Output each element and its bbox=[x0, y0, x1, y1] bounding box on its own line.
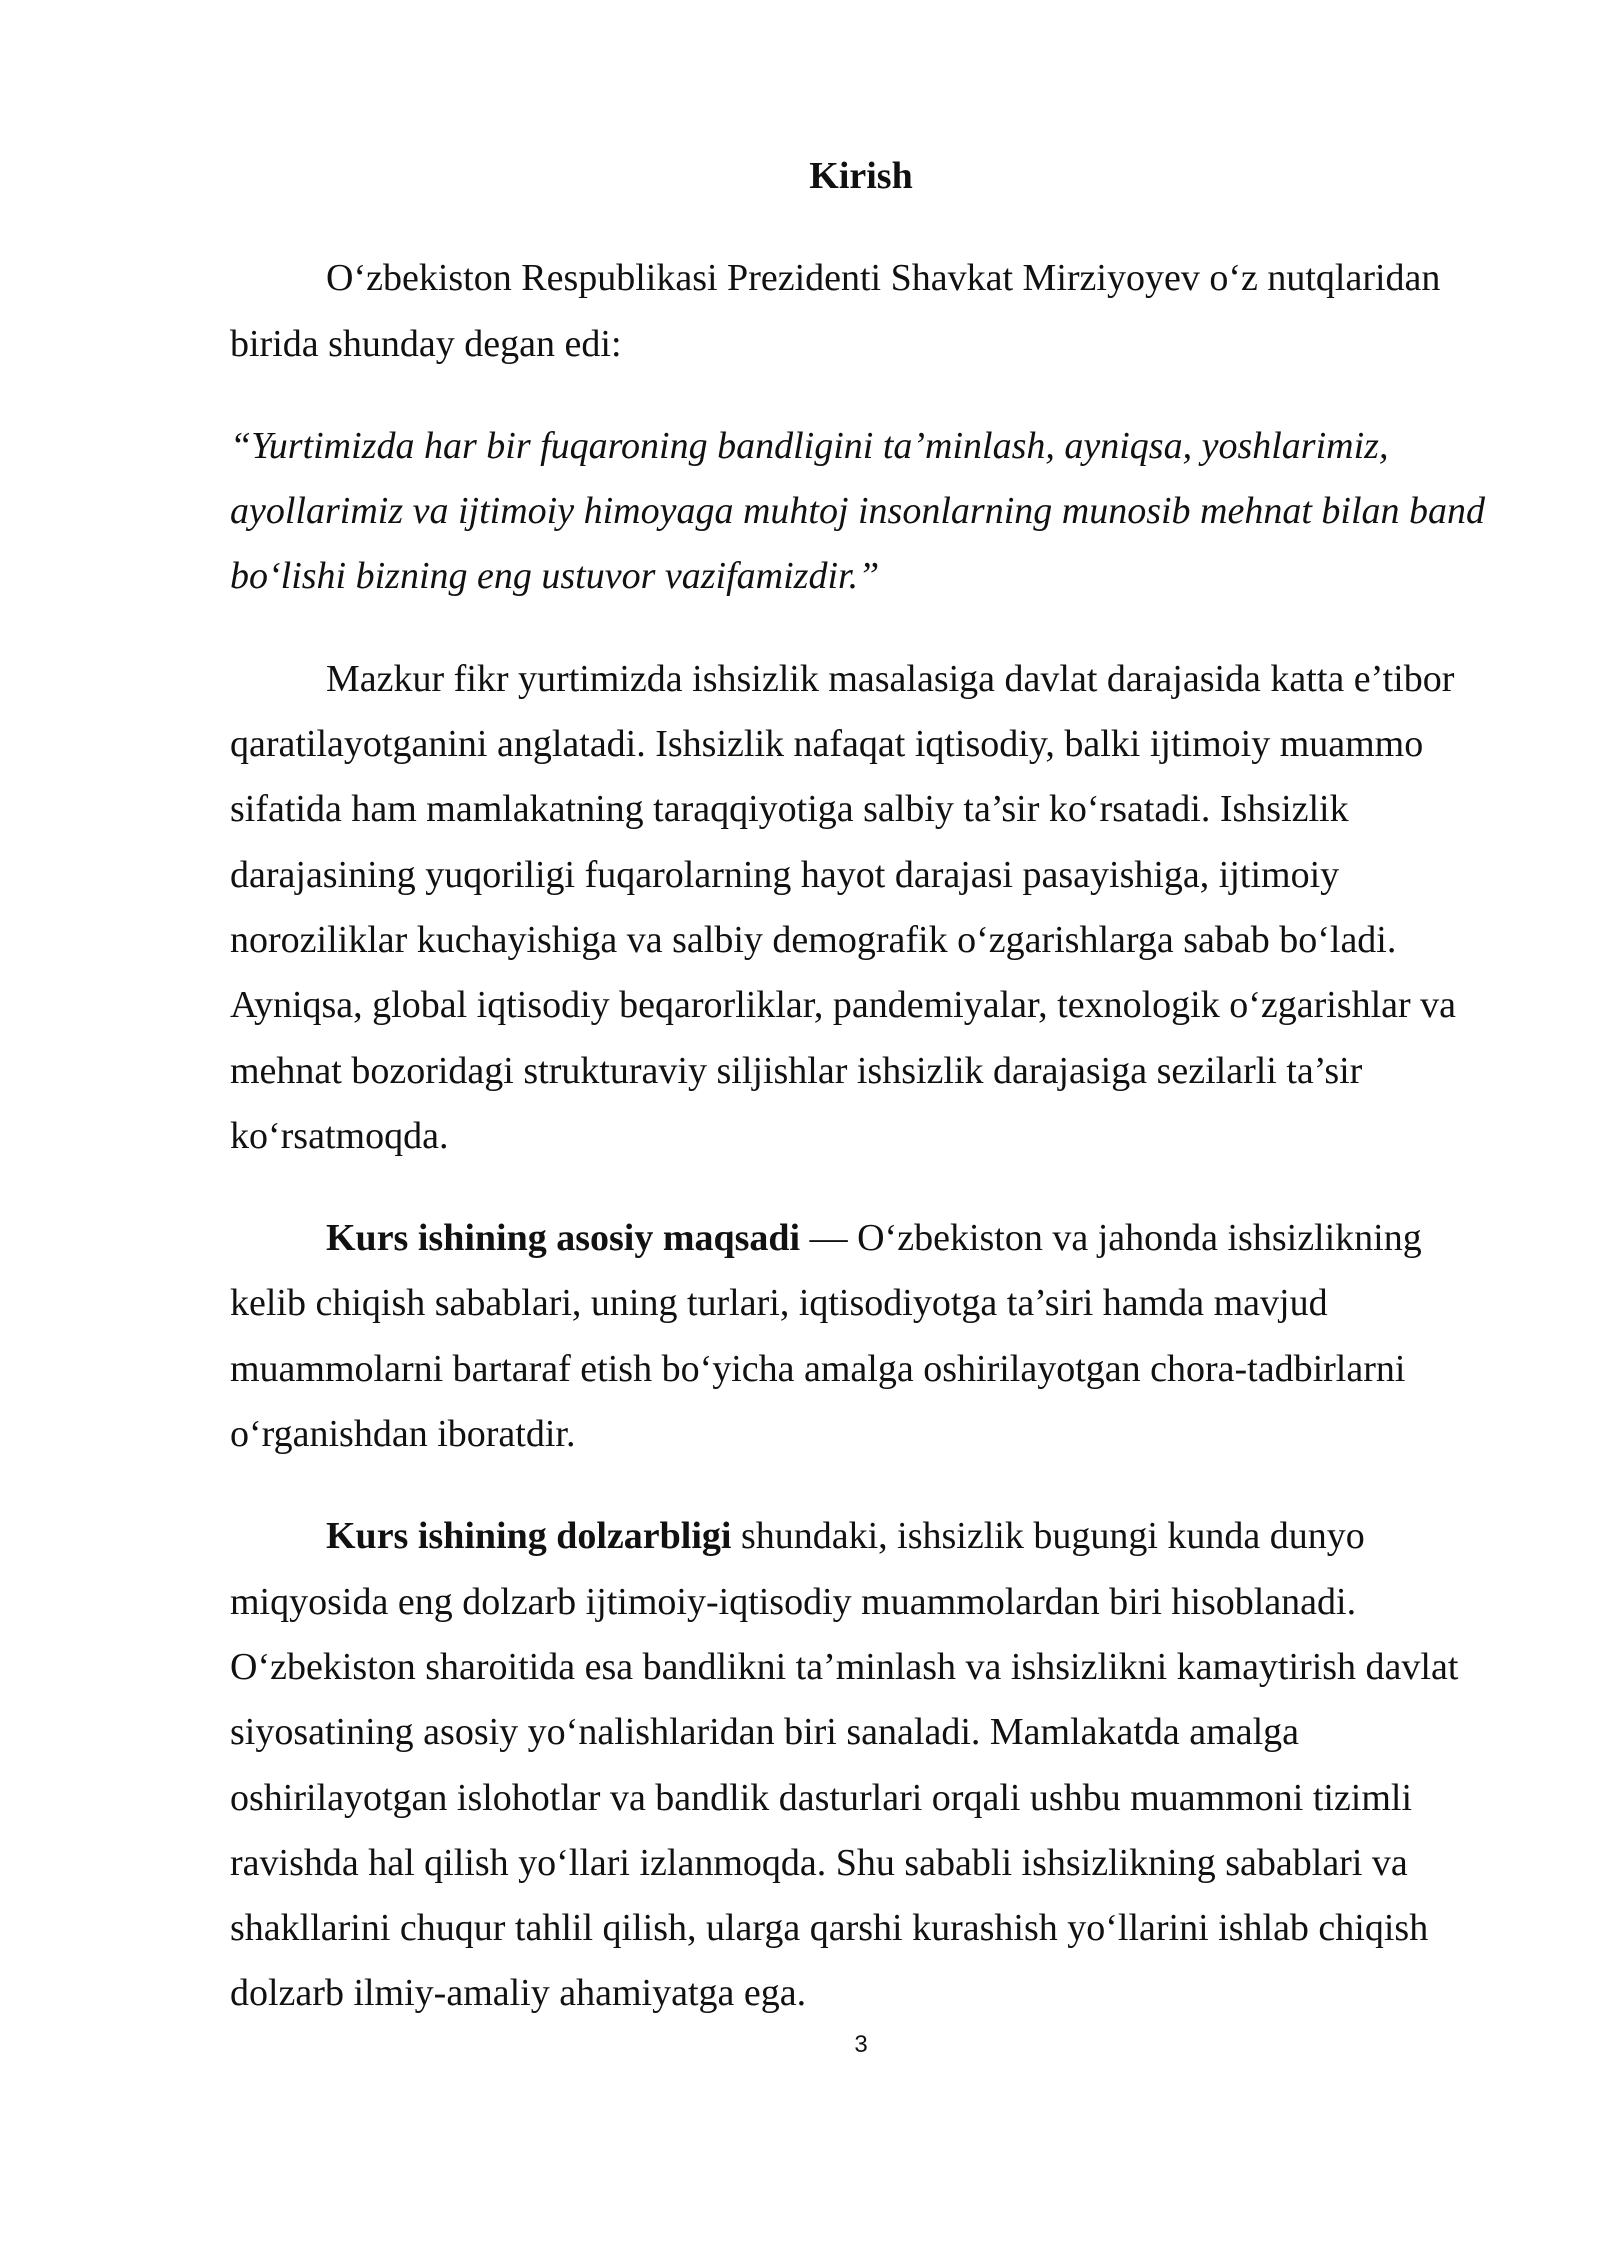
goal-lead-bold: Kurs ishining asosiy maqsadi bbox=[326, 1217, 801, 1260]
paragraph-line bbox=[230, 1504, 1492, 1569]
paragraph-line bbox=[230, 1206, 1492, 1271]
quote-line: bo‘lishi bizning eng ustuvor vazifamizdir.” bbox=[230, 555, 880, 598]
paragraph-line: sifatida ham mamlakatning taraqqiyotiga salbiy ta’sir ko‘rsatadi. Ishsizlik bbox=[230, 788, 1349, 831]
relevance-lead-bold: Kurs ishining dolzarbligi bbox=[326, 1515, 732, 1558]
paragraph-line: Mazkur fikr yurtimizda ishsizlik masalasiga davlat darajasida katta e’tibor bbox=[326, 657, 1455, 700]
relevance-paragraph bbox=[230, 1504, 1492, 2026]
paragraph-line: birida shunday degan edi: bbox=[230, 322, 622, 365]
paragraph-line: ravishda hal qilish yo‘llari izlanmoqda. Shu sababli ishsizlikning sabablari va bbox=[230, 1841, 1408, 1884]
paragraph-line: O‘zbekiston sharoitida esa bandlikni ta’minlash va ishsizlikni kamaytirish davlat bbox=[230, 1645, 1459, 1688]
quote-paragraph bbox=[230, 414, 1492, 610]
paragraph-line: dolzarb ilmiy-amaliy ahamiyatga ega. bbox=[230, 1972, 807, 2015]
context-paragraph bbox=[230, 647, 1492, 1169]
paragraph-line: mehnat bozoridagi strukturaviy siljishlar ishsizlik darajasiga sezilarli ta’sir bbox=[230, 1049, 1363, 1092]
paragraph-line: noroziliklar kuchayishiga va salbiy demografik o‘zgarishlarga sabab bo‘ladi. bbox=[230, 918, 1397, 961]
intro-paragraph bbox=[230, 246, 1492, 377]
section-title: Kirish bbox=[809, 155, 913, 197]
paragraph-line: oshirilayotgan islohotlar va bandlik dasturlari orqali ushbu muammoni tizimli bbox=[230, 1776, 1413, 1819]
page-number: 3 bbox=[854, 2031, 868, 2058]
paragraph-line: miqyosida eng dolzarb ijtimoiy-iqtisodiy muammolardan biri hisoblanadi. bbox=[230, 1580, 1357, 1623]
paragraph-line: darajasining yuqoriligi fuqarolarning hayot darajasi pasayishiga, ijtimoiy bbox=[230, 853, 1340, 896]
paragraph-line: o‘rganishdan iboratdir. bbox=[230, 1413, 576, 1456]
quote-line: “Yurtimizda har bir fuqaroning bandligini ta’minlash, ayniqsa, yoshlarimiz, bbox=[230, 424, 1389, 467]
paragraph-line: siyosatining asosiy yo‘nalishlaridan biri sanaladi. Mamlakatda amalga bbox=[230, 1711, 1300, 1754]
paragraph-line: ko‘rsatmoqda. bbox=[230, 1114, 449, 1157]
paragraph-line: O‘zbekiston Respublikasi Prezidenti Shavkat Mirziyoyev o‘z nutqlaridan bbox=[326, 257, 1441, 300]
paragraph-line: Ayniqsa, global iqtisodiy beqarorliklar, pandemiyalar, texnologik o‘zgarishlar va bbox=[230, 984, 1457, 1027]
paragraph-line: qaratilayotganini anglatadi. Ishsizlik nafaqat iqtisodiy, balki ijtimoiy muammo bbox=[230, 723, 1424, 766]
paragraph-line: kelib chiqish sabablari, uning turlari, iqtisodiyotga ta’siri hamda mavjud bbox=[230, 1282, 1328, 1325]
relevance-lead-rest: shundaki, ishsizlik bugungi kunda dunyo bbox=[731, 1515, 1365, 1558]
quote-line: ayollarimiz va ijtimoiy himoyaga muhtoj insonlarning munosib mehnat bilan band bbox=[230, 490, 1486, 533]
paragraph-line: muammolarni bartaraf etish bo‘yicha amalga oshirilayotgan chora-tadbirlarni bbox=[230, 1347, 1406, 1390]
page-body bbox=[230, 144, 1492, 2027]
paragraph-line: shakllarini chuqur tahlil qilish, ularga qarshi kurashish yo‘llarini ishlab chiqish bbox=[230, 1907, 1429, 1950]
goal-lead-rest: — O‘zbekiston va jahonda ishsizlikning bbox=[800, 1217, 1422, 1260]
goal-paragraph bbox=[230, 1206, 1492, 1467]
